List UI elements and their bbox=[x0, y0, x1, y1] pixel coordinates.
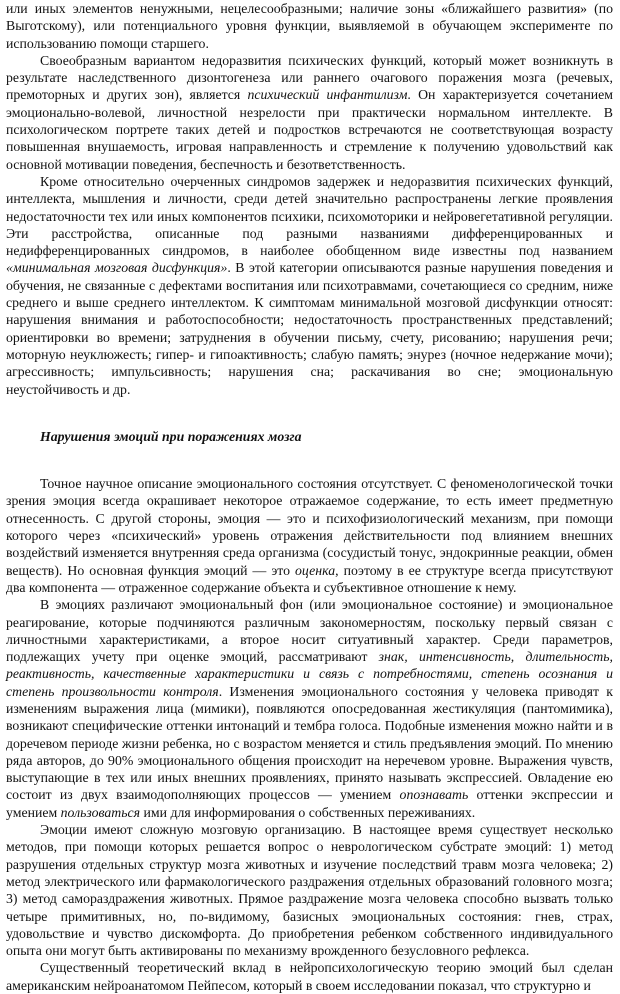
paragraph bbox=[6, 959, 613, 994]
text-run: . Изменения эмоционального состояния у человека приводят к изменениям выражения лица (мимики), появляются опосредованная жестикуляция (пантомимика), возникают специфические оттенки интонаций и тембра голоса. Подобные изменения можно найти и в доречевом периоде жизни ребенка, но с возрастом меняется и стиль предъявления эмоций. По мнению ряда авторов, до 90% эмоционального общения происходит на неречевом уровне. Выражения чувств, выступающие в тех или иных внешних проявлениях, принято называть экспрессией. Овладение ею состоит из двух взаимодополняющих процессов — умением bbox=[6, 683, 613, 803]
italic-text: опознавать bbox=[399, 787, 469, 803]
text-run: Существенный теоретический вклад в нейропсихологическую теорию эмоций был сделан американским нейроанатомом Пейпесом, который в своем исследовании показал, что структурно и bbox=[6, 960, 613, 993]
section-heading: Нарушения эмоций при поражениях мозга bbox=[40, 428, 302, 444]
italic-text: психический инфантилизм bbox=[247, 87, 408, 103]
text-block-top bbox=[6, 0, 613, 398]
text-run: , поэтому в ее структуре всегда присутствуют два компонента — отраженное содержание объекта и субъективное отношение к нему. bbox=[6, 562, 613, 595]
paragraph bbox=[6, 821, 613, 959]
text-run: Точное научное описание эмоционального состояния отсутствует. С феноменологической точки зрения эмоция всегда окрашивает некоторое отражаемое содержание, то есть имеет предметную отнесенность. С другой стороны, эмоция — это и психофизиологический механизм, при помощи которого через «психический» уровень отражения действительности под влиянием внешних воздействий изменяется внутренняя среда организма (сосудистый тонус, эндокринные реакции, обмен веществ). Но основная функция эмоций — это bbox=[6, 476, 613, 578]
text-block-bottom bbox=[6, 475, 613, 994]
text-run: В эмоциях различают эмоциональный фон (или эмоциональное состояние) и эмоциональное реагирование, которые подчиняются различным закономерностям, поскольку первый связан с личностными характеристиками, а второе носит ситуативный характер. Среди параметров, подлежащих учету при оценке эмоций, рассматривают bbox=[6, 597, 613, 665]
paragraph bbox=[6, 173, 613, 398]
italic-text: «минимальная мозговая дисфункция» bbox=[6, 260, 228, 276]
text-run: Своеобразным вариантом недоразвития психических функций, который может возникнуть в результате наследственного дизонтогенеза или раннего очагового поражения мозга (речевых, премоторных и других зон), является bbox=[6, 52, 613, 103]
paragraph bbox=[6, 52, 613, 173]
italic-text: оценка bbox=[295, 562, 336, 578]
italic-text: знак, интенсивность, длительность, реактивность, качественные характеристики и связь с потребностями, степень осознания и степень произвольности контроля bbox=[6, 649, 613, 699]
paragraph bbox=[6, 596, 613, 821]
text-run: . Он характеризуется сочетанием эмоционально-волевой, личностной незрелости при практически нормальном интеллекте. В психологическом портрете таких детей и подростков встречаются не соответствующая возрасту повышенная внушаемость, игровая направленность и стремление к получению удовольствий как основной мотивации поведения, беспечность и безответственность. bbox=[6, 87, 613, 172]
text-run: Эмоции имеют сложную мозговую организацию. В настоящее время существует несколько методов, при помощи которых решается вопрос о неврологическом субстрате эмоций: 1) метод разрушения отдельных структур мозга животных и изучение последствий травм мозга человека; 2) метод электрического или фармакологического раздражения отдельных образований головного мозга; 3) метод самораздражения животных. Прямое раздражение мозга человека способно вызвать только четыре примитивных, но, по-видимому, базисных эмоциональных состояния: гнев, страх, удовольствие и чувство дискомфорта. До приобретения ребенком собственного индивидуального опыта они могут быть активированы по механизму врожденного безусловного рефлекса. bbox=[6, 822, 613, 959]
text-run: оттенки экспрессии и умением bbox=[6, 787, 613, 820]
text-run: . В этой категории описываются разные нарушения поведения и обучения, не связанные с дефектами воспитания или психотравмами, сочетающиеся со средним, ниже среднего и выше среднего интеллектом. К симптомам минимальной мозговой дисфункции относят: нарушения внимания и работоспособности; недостаточность пространственных представлений; ориентировки во времени; затруднения в обучении письму, счету, рисованию; нарушения речи; моторную неуклюжесть; гипер- и гипоактивность; слабую память; энурез (ночное недержание мочи); агрессивность; импульсивность; нарушения сна; раскачивания во сне; эмоциональную неустойчивость и др. bbox=[6, 260, 613, 397]
paragraph bbox=[6, 0, 613, 52]
text-run: ими для информирования о собственных переживаниях. bbox=[140, 804, 476, 820]
text-run: Кроме относительно очерченных синдромов задержек и недоразвития психических функций, интеллекта, мышления и личности, среди детей значительно распространены легкие проявления недостаточности тех или иных компонентов психики, психомоторики и нейровегетативной регуляции. Эти расстройства, описанные под разными названиями дифференцированных и недифференцированных синдромов, в наиболее обобщенном виде известны под названием bbox=[6, 173, 613, 259]
text-run: или иных элементов ненужными, нецелесообразными; наличие зоны «ближайшего развития» (по Выготскому), или потенциального уровня функции, выявляемой в обучающем эксперименте по использованию помощи старшего. bbox=[6, 1, 613, 51]
italic-text: пользоваться bbox=[60, 804, 141, 820]
paragraph bbox=[6, 475, 613, 596]
